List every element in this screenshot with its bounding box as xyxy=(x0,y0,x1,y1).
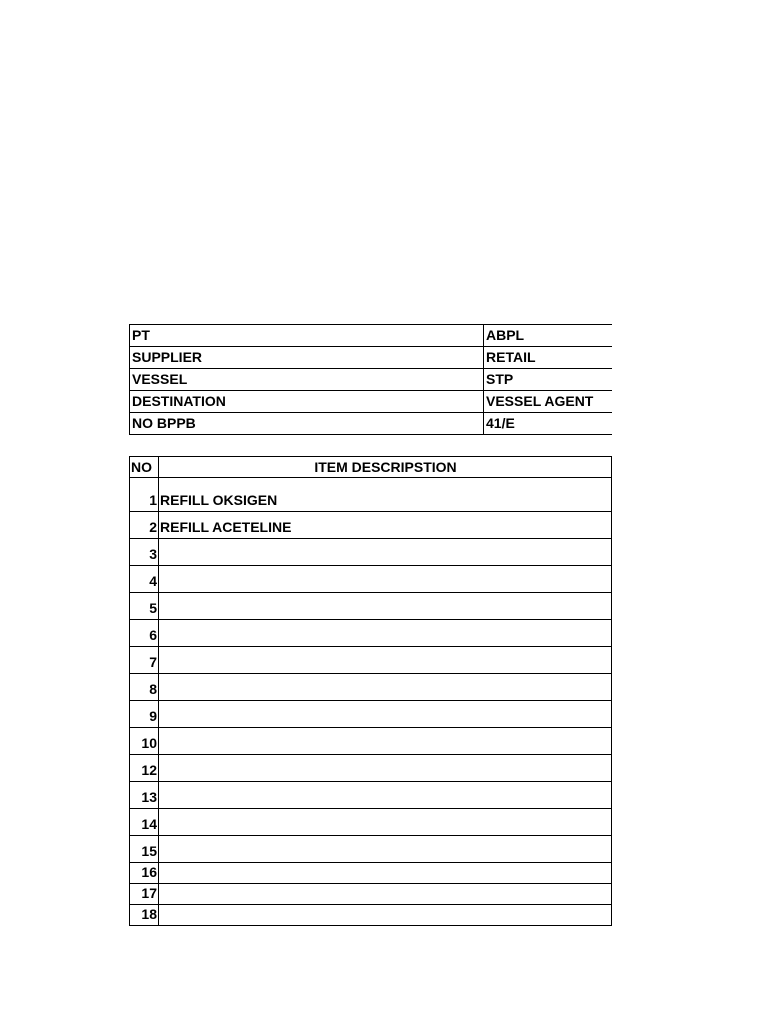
header-label: SUPPLIER xyxy=(130,347,484,369)
row-number xyxy=(130,647,159,674)
spacer xyxy=(129,435,612,456)
row-description xyxy=(159,539,612,566)
row-number-text: 6 xyxy=(149,627,157,643)
row-description xyxy=(159,755,612,782)
row-description xyxy=(159,782,612,809)
row-number xyxy=(130,884,159,905)
row-number xyxy=(130,593,159,620)
header-value: 41/E xyxy=(484,413,613,435)
row-number xyxy=(130,539,159,566)
row-description xyxy=(159,836,612,863)
header-row xyxy=(130,347,613,369)
row-number-text: 17 xyxy=(141,885,157,901)
row-number-text: 12 xyxy=(141,762,157,778)
row-number-text: 8 xyxy=(149,681,157,697)
row-number xyxy=(130,566,159,593)
header-label: DESTINATION xyxy=(130,391,484,413)
table-row xyxy=(130,539,612,566)
header-value: STP xyxy=(484,369,613,391)
row-number xyxy=(130,512,159,539)
table-row xyxy=(130,863,612,884)
row-number-text: 4 xyxy=(149,573,157,589)
header-label: VESSEL xyxy=(130,369,484,391)
header-value: RETAIL xyxy=(484,347,613,369)
row-number xyxy=(130,728,159,755)
row-number xyxy=(130,674,159,701)
row-description xyxy=(159,647,612,674)
table-row xyxy=(130,566,612,593)
table-row xyxy=(130,593,612,620)
items-table xyxy=(129,456,612,926)
document-sheet xyxy=(129,324,612,926)
row-number xyxy=(130,863,159,884)
table-row xyxy=(130,884,612,905)
row-description xyxy=(159,478,612,512)
table-row xyxy=(130,836,612,863)
table-row xyxy=(130,728,612,755)
header-label: PT xyxy=(130,325,484,347)
row-number-text: 16 xyxy=(141,864,157,880)
row-number xyxy=(130,905,159,926)
row-description xyxy=(159,566,612,593)
row-number xyxy=(130,809,159,836)
row-number-text: 14 xyxy=(141,816,157,832)
table-row xyxy=(130,782,612,809)
column-header-description: ITEM DESCRIPSTION xyxy=(159,457,612,478)
row-number-text: 7 xyxy=(149,654,157,670)
row-number-text: 1 xyxy=(149,492,157,508)
table-row xyxy=(130,478,612,512)
row-number xyxy=(130,836,159,863)
header-row xyxy=(130,413,613,435)
header-value: VESSEL AGENT xyxy=(484,391,613,413)
table-row xyxy=(130,647,612,674)
row-number-text: 2 xyxy=(149,519,157,535)
header-info-table xyxy=(129,324,612,435)
table-row xyxy=(130,701,612,728)
header-row xyxy=(130,369,613,391)
row-number xyxy=(130,782,159,809)
items-header-row xyxy=(130,457,612,478)
row-description-text: REFILL ACETELINE xyxy=(160,519,292,535)
table-row xyxy=(130,809,612,836)
table-row xyxy=(130,755,612,782)
row-number-text: 18 xyxy=(141,906,157,922)
row-number-text: 15 xyxy=(141,843,157,859)
row-number-text: 13 xyxy=(141,789,157,805)
header-row xyxy=(130,391,613,413)
table-row xyxy=(130,512,612,539)
table-row xyxy=(130,620,612,647)
row-description xyxy=(159,728,612,755)
row-description xyxy=(159,701,612,728)
row-description xyxy=(159,884,612,905)
header-value: ABPL xyxy=(484,325,613,347)
row-number xyxy=(130,701,159,728)
row-description xyxy=(159,809,612,836)
row-description xyxy=(159,905,612,926)
row-number xyxy=(130,620,159,647)
row-number-text: 5 xyxy=(149,600,157,616)
row-number xyxy=(130,478,159,512)
column-header-no: NO xyxy=(130,457,159,478)
row-description xyxy=(159,863,612,884)
header-label: NO BPPB xyxy=(130,413,484,435)
row-description-text: REFILL OKSIGEN xyxy=(160,492,278,508)
row-description xyxy=(159,512,612,539)
row-number-text: 3 xyxy=(149,546,157,562)
row-number xyxy=(130,755,159,782)
row-number-text: 9 xyxy=(149,708,157,724)
table-row xyxy=(130,905,612,926)
row-description xyxy=(159,593,612,620)
row-description xyxy=(159,620,612,647)
table-row xyxy=(130,674,612,701)
header-row xyxy=(130,325,613,347)
row-number-text: 10 xyxy=(141,735,157,751)
row-description xyxy=(159,674,612,701)
